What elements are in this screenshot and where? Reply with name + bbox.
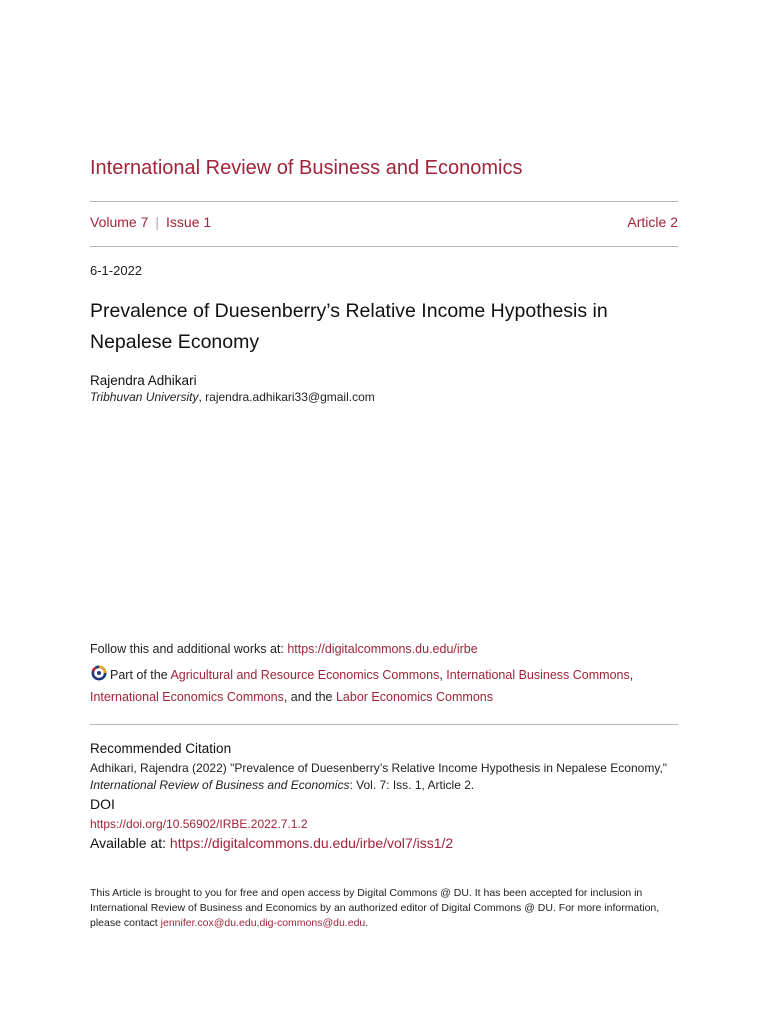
issue-nav <box>90 214 678 230</box>
contact-email-link[interactable]: jennifer.cox@du.edu,dig-commons@du.edu <box>160 917 366 929</box>
article-number-link[interactable]: Article 2 <box>627 214 678 230</box>
commons-link-agricultural[interactable]: Agricultural and Resource Economics Commons <box>170 668 440 682</box>
publication-date: 6-1-2022 <box>90 263 143 278</box>
doi-heading: DOI <box>90 796 115 812</box>
citation-start: Adhikari, Rajendra (2022) "Prevalence of Duesenberry’s Relative Income Hypothesis in Nepalese Economy," <box>90 761 668 775</box>
issue-link[interactable]: Issue 1 <box>166 214 212 230</box>
citation-text <box>90 760 680 794</box>
commons-comma-1: , <box>439 668 447 682</box>
header-divider-bottom <box>90 246 678 247</box>
commons-and-the: , and the <box>283 690 336 704</box>
commons-comma-2: , <box>629 668 634 682</box>
commons-link-international-economics[interactable]: International Economics Commons <box>90 690 284 704</box>
access-notice-end: . <box>365 917 369 929</box>
author-email: rajendra.adhikari33@gmail.com <box>205 390 375 404</box>
citation-divider <box>90 724 678 725</box>
author-name: Rajendra Adhikari <box>90 373 197 388</box>
volume-link[interactable]: Volume 7 <box>90 214 149 230</box>
part-of-commons <box>90 664 680 708</box>
citation-end: : Vol. 7: Iss. 1, Article 2. <box>349 778 475 792</box>
follow-label: Follow this and additional works at: <box>90 642 288 656</box>
citation-journal: International Review of Business and Economics <box>90 778 350 792</box>
follow-url-link[interactable]: https://digitalcommons.du.edu/irbe <box>287 642 478 656</box>
access-notice <box>90 886 680 931</box>
network-icon <box>90 664 108 682</box>
part-of-prefix: Part of the <box>110 668 171 682</box>
article-title: Prevalence of Duesenberry’s Relative Income Hypothesis in Nepalese Economy <box>90 300 608 353</box>
available-at <box>90 835 453 851</box>
recommended-citation-heading: Recommended Citation <box>90 741 232 756</box>
access-notice-text: This Article is brought to you for free and open access by Digital Commons @ DU. It has been accepted for inclusion in International Review of Business and Economics by an authorized editor of Digital Commons @ DU. For more information, please contact <box>90 887 660 929</box>
volume-issue-separator: | <box>155 214 160 230</box>
header-divider-top <box>90 201 678 202</box>
commons-link-labor-economics[interactable]: Labor Economics Commons <box>335 690 493 704</box>
journal-title-link[interactable]: International Review of Business and Economics <box>90 157 523 179</box>
commons-link-international-business[interactable]: International Business Commons <box>446 668 630 682</box>
author-affiliation <box>90 390 375 404</box>
available-url-link[interactable]: https://digitalcommons.du.edu/irbe/vol7/iss1/2 <box>169 835 454 851</box>
follow-line <box>90 642 478 656</box>
email-separator: , <box>198 390 206 404</box>
available-label: Available at: <box>90 835 170 851</box>
volume-issue-group <box>90 214 211 230</box>
doi-link[interactable]: https://doi.org/10.56902/IRBE.2022.7.1.2 <box>90 817 308 831</box>
affiliation-name: Tribhuvan University <box>90 390 199 404</box>
